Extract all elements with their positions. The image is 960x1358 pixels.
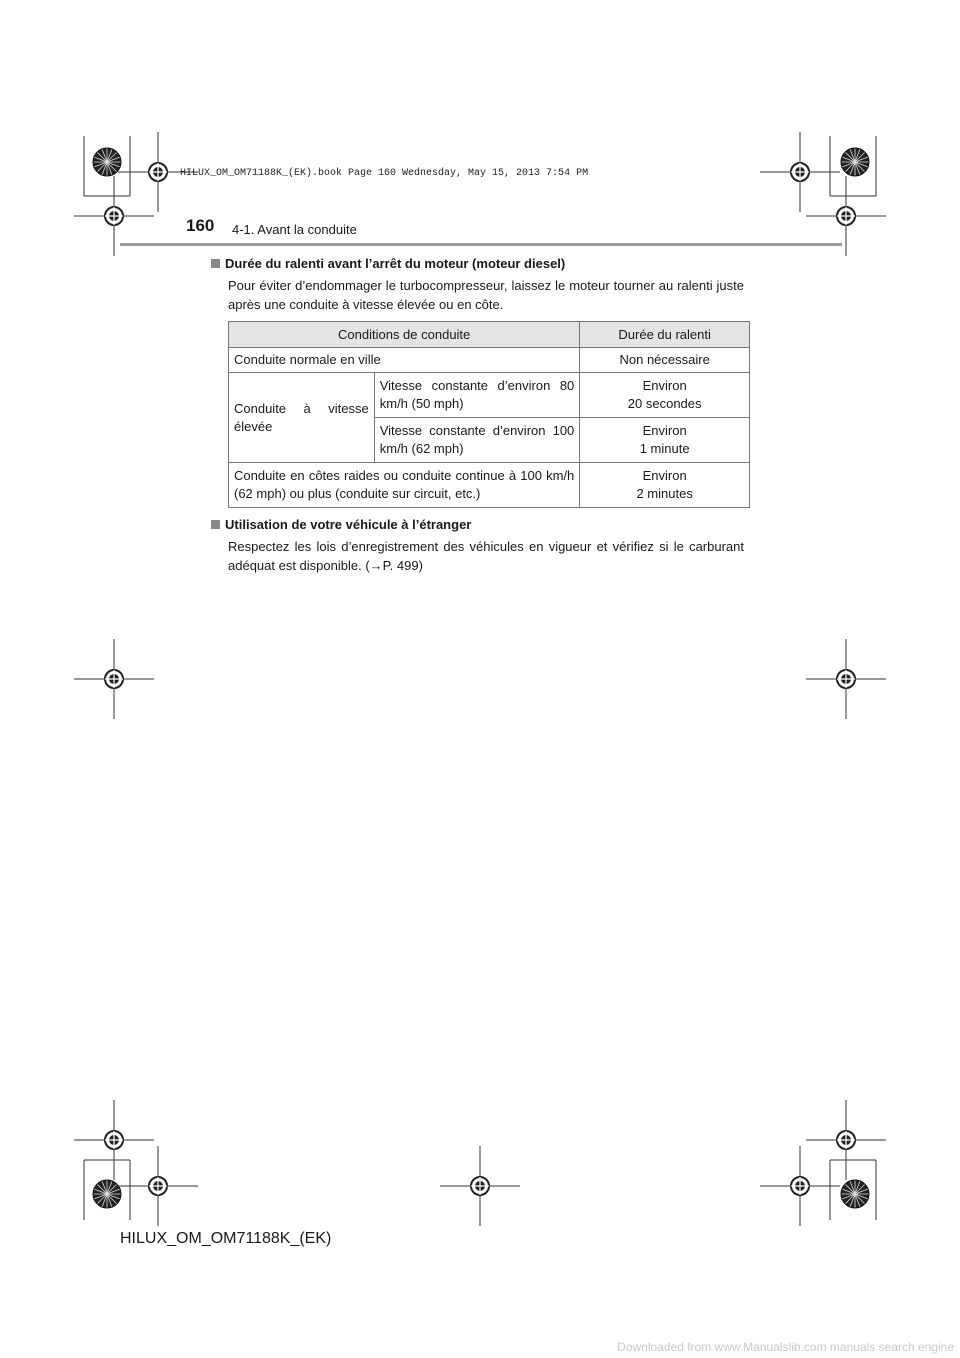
idle-duration-table (228, 321, 750, 508)
table-cell-duration: Environ 1 minute (580, 418, 750, 463)
section-heading-idle: Durée du ralenti avant l’arrêt du moteur (moteur diesel) (211, 256, 565, 271)
square-bullet-icon (211, 259, 220, 268)
book-info-line: HILUX_OM_OM71188K_(EK).book Page 160 Wednesday, May 15, 2013 7:54 PM (180, 168, 589, 179)
section-heading-abroad: Utilisation de votre véhicule à l’étranger (211, 517, 471, 532)
page-number: 160 (186, 216, 215, 235)
arrow-right-icon: → (369, 558, 383, 573)
table-cell-duration: Non nécessaire (580, 348, 750, 373)
footer-watermark[interactable]: Downloaded from www.Manualslib.com manuals search engine (617, 1340, 954, 1354)
section-text-idle: Pour éviter d’endommager le turbocompresseur, laissez le moteur tourner au ralenti juste après une conduite à vitesse élevée ou en côte. (228, 278, 744, 312)
table-cell-group-label: Conduite à vitesse élevée (229, 373, 375, 463)
table-cell-condition: Conduite en côtes raides ou conduite continue à 100 km/h (62 mph) ou plus (conduite sur circuit, etc.) (229, 463, 580, 508)
section-title: 4-1. Avant la conduite (232, 222, 357, 237)
table-row (229, 373, 750, 418)
section-text-abroad: Respectez les lois d’enregistrement des véhicules en vigueur et vérifiez si le carburant adéquat est disponible. (→P. 499) (228, 539, 744, 573)
table-cell-duration: Environ 20 secondes (580, 373, 750, 418)
table-cell-duration: Environ 2 minutes (580, 463, 750, 508)
table-header-conditions: Conditions de conduite (229, 322, 580, 348)
footer-code: HILUX_OM_OM71188K_(EK) (120, 1230, 332, 1247)
table-header-row (229, 322, 750, 348)
header-rule (120, 243, 842, 246)
table-cell-condition: Vitesse constante d’environ 80 km/h (50 mph) (374, 373, 580, 418)
square-bullet-icon (211, 520, 220, 529)
table-row (229, 463, 750, 508)
table-cell-condition: Vitesse constante d’environ 100 km/h (62 mph) (374, 418, 580, 463)
table-header-duration: Durée du ralenti (580, 322, 750, 348)
table-cell-condition: Conduite normale en ville (229, 348, 580, 373)
page-reference-link[interactable]: P. 499) (382, 558, 423, 573)
table-row (229, 348, 750, 373)
